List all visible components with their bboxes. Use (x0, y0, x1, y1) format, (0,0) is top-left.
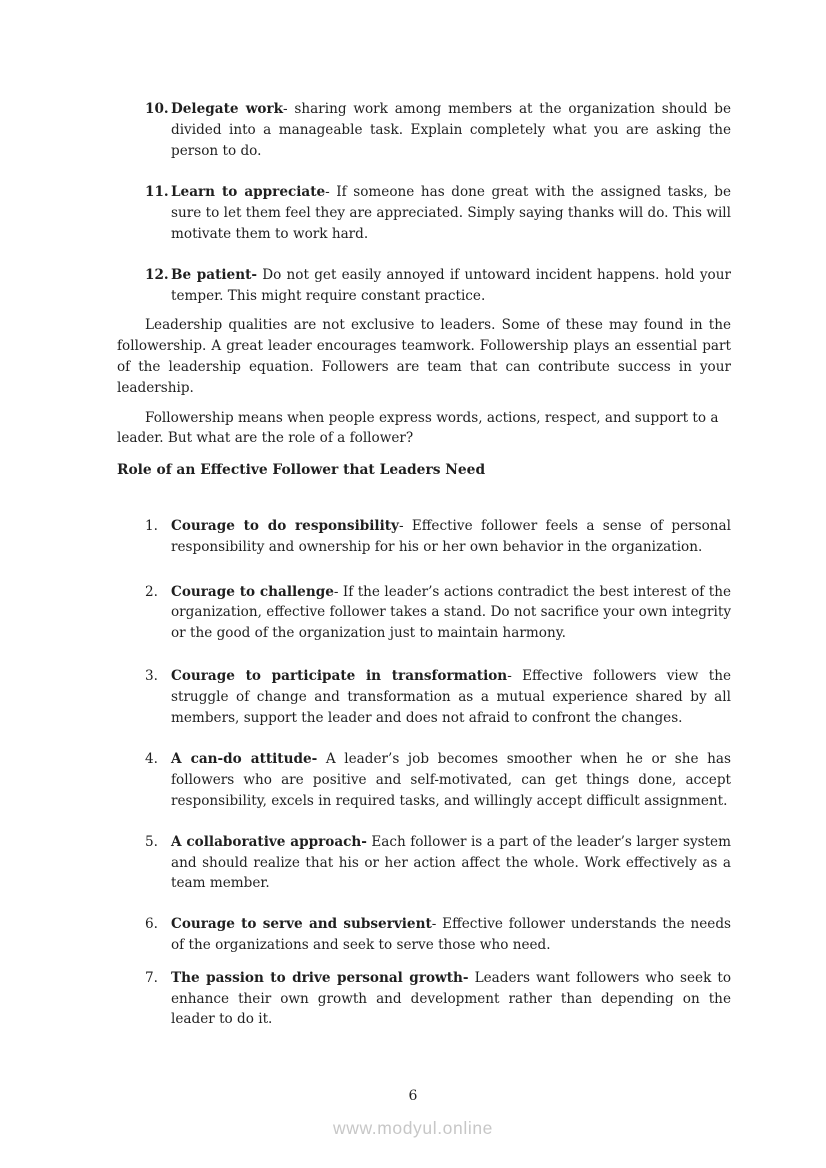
role-item-3 (117, 666, 731, 728)
list-item-number: 7. (145, 969, 158, 986)
section-heading: Role of an Effective Follower that Leaders Need (117, 462, 486, 479)
list-item-term: Learn to appreciate (171, 184, 326, 201)
list-item-number: 11. (145, 184, 169, 201)
watermark: www.modyul.online (333, 1118, 493, 1138)
list-item-term: A can-do attitude- (171, 751, 318, 768)
paragraph-leadership-qualities: Leadership qualities are not exclusive to leaders. Some of these may found in the followership. A great leader encourages teamwork. Followership plays an essential part of the leadership equation. Followers are team that can contribute success in your leadership. (117, 317, 731, 396)
role-item-4 (117, 749, 731, 811)
paragraph-followership: Followership means when people express words, actions, respect, and support to a leader. But what are the role of a follower? (117, 409, 719, 447)
list-item-desc: - If the leader’s actions contradict the best interest of the organization, effective follower takes a stand. Do not sacrifice your own integrity or the good of the organization just to maintain harmony. (171, 583, 731, 642)
leadership-tips-list (117, 99, 731, 306)
list-item-desc: Do not get easily annoyed if untoward incident happens. hold your temper. This might require constant practice. (171, 266, 731, 304)
list-item-number: 2. (145, 583, 158, 600)
page-content (117, 99, 731, 1030)
list-item-term: A collaborative approach- (171, 833, 367, 850)
list-item-desc: - sharing work among members at the organization should be divided into a manageable task. Explain completely what you are asking the person to do. (171, 101, 731, 159)
role-item-7 (117, 968, 731, 1030)
list-item-desc: Each follower is a part of the leader’s larger system and should realize that his or her action affect the whole. Work effectively as a team member. (171, 833, 731, 892)
list-item-term: Delegate work (171, 101, 284, 117)
list-item-desc: - Effective follower understands the needs of the organizations and seek to serve those who need. (171, 916, 731, 953)
list-item-number: 5. (145, 833, 158, 850)
list-item-number: 6. (145, 916, 158, 933)
list-item-desc: - Effective follower feels a sense of personal responsibility and ownership for his or her own behavior in the organization. (171, 517, 732, 555)
role-item-2 (117, 582, 731, 644)
list-item-desc: A leader’s job becomes smoother when he or she has followers who are positive and self-motivated, can get things done, accept responsibility, excels in required tasks, and willingly accept difficult assignment. (171, 751, 732, 809)
page-number: 6 (408, 1088, 418, 1104)
role-item-1 (117, 516, 731, 558)
list-item-term: Courage to do responsibility (171, 517, 399, 534)
follower-roles-list (117, 516, 731, 1030)
list-item-12 (117, 265, 731, 307)
list-item-number: 4. (145, 751, 158, 768)
list-item-number: 12. (145, 266, 169, 283)
list-item-term: Courage to serve and subservient (171, 916, 432, 933)
list-item-desc: - Effective followers view the struggle of change and transformation as a mutual experience shared by all members, support the leader and does not afraid to confront the changes. (171, 667, 732, 726)
list-item-term: Courage to challenge (171, 583, 334, 600)
role-item-6 (117, 914, 731, 956)
list-item-desc: - If someone has done great with the assigned tasks, be sure to let them feel they are appreciated. Simply saying thanks will do. This will motivate them to work hard. (171, 184, 731, 242)
list-item-10 (117, 99, 731, 161)
list-item-desc: Leaders want followers who seek to enhance their own growth and development rather than depending on the leader to do it. (171, 969, 731, 1028)
list-item-number: 1. (145, 517, 158, 534)
list-item-number: 10. (145, 101, 169, 117)
list-item-term: The passion to drive personal growth- (171, 969, 469, 986)
list-item-term: Courage to participate in transformation (171, 667, 508, 684)
list-item-11 (117, 182, 731, 244)
list-item-number: 3. (145, 667, 158, 684)
list-item-term: Be patient- (171, 266, 257, 283)
role-item-5 (117, 832, 731, 894)
